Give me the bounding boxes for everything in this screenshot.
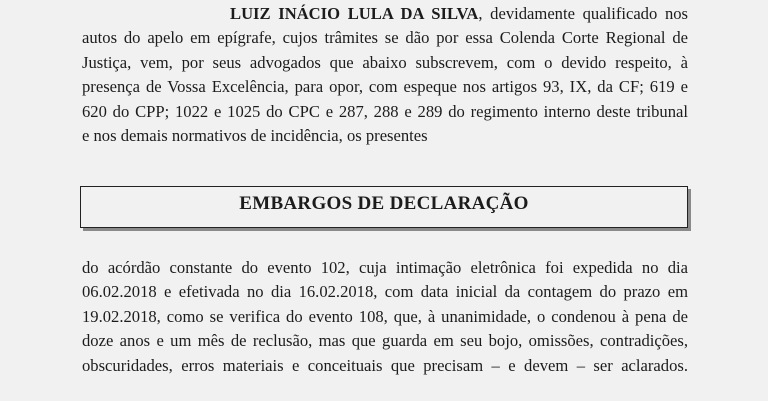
petitioner-name: LUIZ INÁCIO LULA DA SILVA: [230, 4, 479, 23]
body-line-4: doze anos e um mês de reclusão, mas que guarda em seu bojo, omissões, contradições,: [82, 331, 688, 351]
intro-line-1-rest: , devidamente qualificado nos: [478, 4, 688, 23]
body-line-1: do acórdão constante do evento 102, cuja intimação eletrônica foi expedida no dia: [82, 258, 688, 277]
document-heading: EMBARGOS DE DECLARAÇÃO: [80, 186, 688, 228]
intro-line-4: presença de Vossa Excelência, para opor, com espeque nos artigos 93, IX, da CF; 619 e: [82, 77, 688, 97]
intro-line-5: 620 do CPP; 1022 e 1025 do CPC e 287, 288 e 289 do regimento interno deste tribunal: [82, 101, 688, 121]
body-line-3: 19.02.2018, como se verifica do evento 108, que, à unanimidade, o condenou à pena de: [82, 306, 688, 326]
body-line-5: obscuridades, erros materiais e conceituais que precisam – e devem – ser aclarados.: [82, 355, 688, 375]
intro-line-1: [82, 2, 688, 26]
intro-paragraph: [82, 2, 688, 148]
body-paragraph: [82, 256, 688, 378]
intro-line-3: Justiça, vem, por seus advogados que abaixo subscrevem, com o devido respeito, à: [82, 52, 688, 72]
intro-line-6: e nos demais normativos de incidência, os presentes: [82, 125, 428, 145]
body-line-2: 06.02.2018 e efetivada no dia 16.02.2018, com data inicial da contagem do prazo em: [82, 282, 688, 302]
intro-line-2: autos do apelo em epígrafe, cujos trâmites se dão por essa Colenda Corte Regional de: [82, 28, 688, 48]
